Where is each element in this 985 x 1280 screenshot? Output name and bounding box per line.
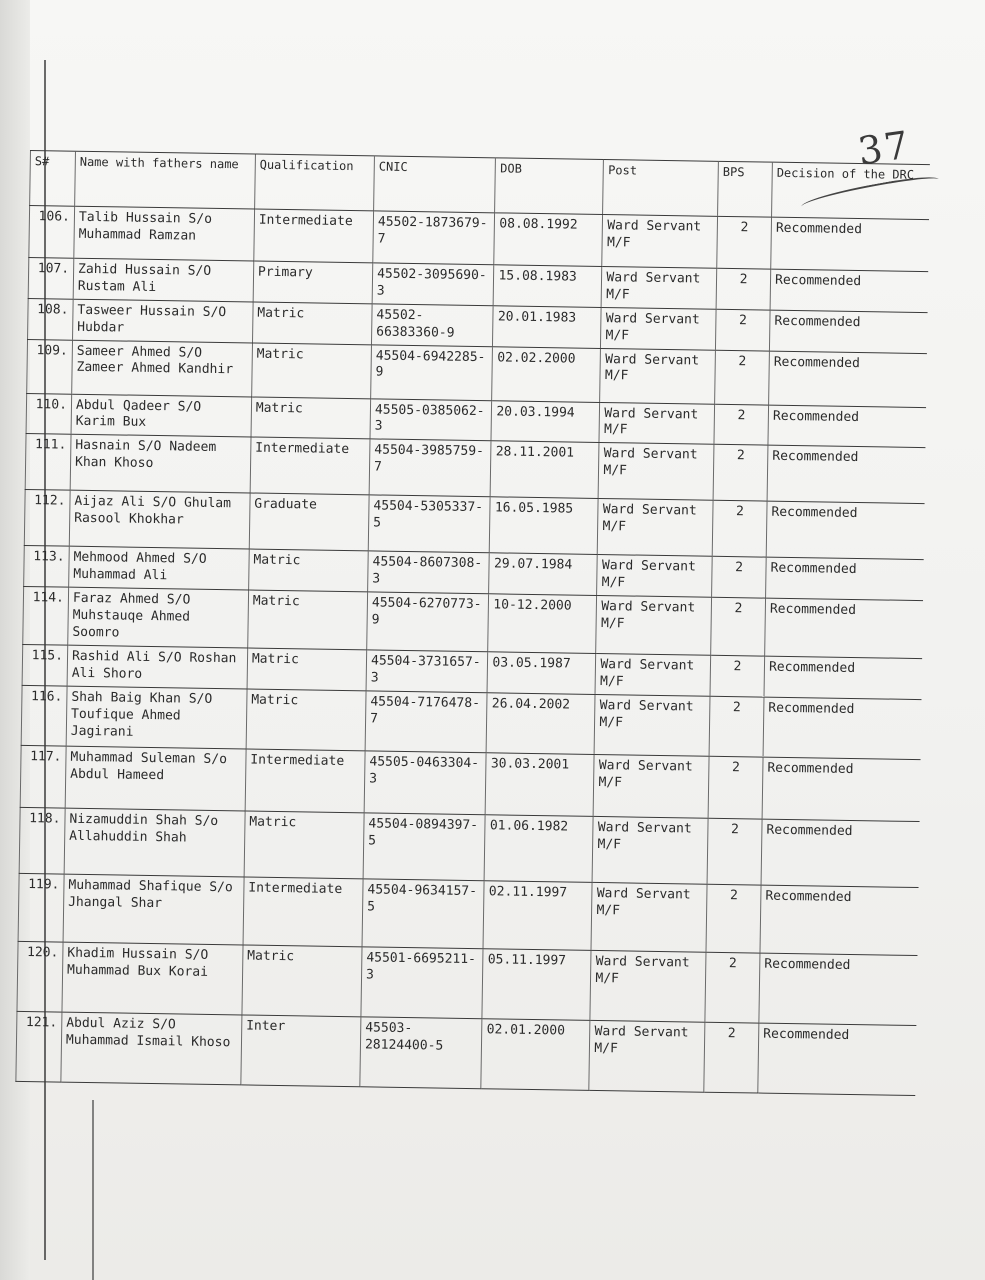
cell-serial-number: 111. bbox=[25, 434, 71, 491]
header-bps: BPS bbox=[718, 161, 773, 217]
cell-name: Aijaz Ali S/O Ghulam Rasool Khokhar bbox=[69, 491, 250, 550]
cell-cnic: 45505-0385062-3 bbox=[370, 398, 492, 441]
cell-serial-number: 113. bbox=[24, 546, 70, 587]
cell-serial-number: 112. bbox=[24, 490, 70, 547]
cell-dob: 30.03.2001 bbox=[486, 753, 595, 817]
cell-decision: Recommended bbox=[764, 656, 922, 699]
cell-bps: 2 bbox=[714, 404, 769, 446]
cell-bps: 2 bbox=[710, 655, 765, 697]
cell-serial-number: 109. bbox=[27, 339, 73, 394]
cell-bps: 2 bbox=[705, 952, 760, 1023]
cell-name: Faraz Ahmed S/O Muhstauqe Ahmed Soomro bbox=[68, 587, 249, 648]
header-name: Name with fathers name bbox=[75, 151, 256, 209]
cell-dob: 28.11.2001 bbox=[491, 441, 600, 499]
cell-dob: 26.04.2002 bbox=[487, 693, 596, 755]
cell-qualification: Matric bbox=[248, 590, 368, 650]
cell-cnic: 45503-28124400-5 bbox=[360, 1017, 483, 1089]
cell-serial-number: 114. bbox=[23, 587, 69, 646]
cell-dob: 29.07.1984 bbox=[489, 553, 598, 595]
cell-post: Ward Servant M/F bbox=[601, 267, 716, 310]
cell-serial-number: 115. bbox=[22, 645, 68, 686]
cell-bps: 2 bbox=[706, 884, 761, 953]
cell-decision: Recommended bbox=[769, 351, 927, 407]
cell-decision: Recommended bbox=[766, 501, 924, 559]
cell-cnic: 45504-8607308-3 bbox=[368, 551, 490, 594]
cell-cnic: 45504-7176478-7 bbox=[365, 691, 487, 753]
cell-decision: Recommended bbox=[771, 217, 929, 271]
cell-decision: Recommended bbox=[765, 598, 923, 658]
cell-serial-number: 120. bbox=[17, 941, 63, 1012]
cell-qualification: Matric bbox=[246, 689, 366, 751]
cell-serial-number: 108. bbox=[28, 298, 74, 339]
roster-sheet bbox=[14, 150, 929, 1154]
cell-decision: Recommended bbox=[758, 1023, 917, 1095]
cell-cnic: 45504-0894397-5 bbox=[363, 813, 485, 881]
cell-post: Ward Servant M/F bbox=[601, 307, 716, 350]
cell-qualification: Primary bbox=[253, 261, 373, 304]
cell-name: Abdul Aziz S/O Muhammad Ismail Khoso bbox=[61, 1012, 242, 1085]
cell-serial-number: 110. bbox=[26, 393, 72, 434]
cell-decision: Recommended bbox=[759, 953, 918, 1025]
cell-post: Ward Servant M/F bbox=[598, 499, 714, 557]
cell-decision: Recommended bbox=[763, 697, 921, 759]
cell-serial-number: 121. bbox=[16, 1011, 62, 1082]
cell-decision: Recommended bbox=[766, 557, 924, 600]
table-row bbox=[16, 1011, 916, 1095]
cell-name: Khadim Hussain S/O Muhammad Bux Korai bbox=[62, 942, 243, 1015]
cell-bps: 2 bbox=[716, 268, 771, 310]
cell-name: Muhammad Suleman S/o Abdul Hameed bbox=[65, 746, 246, 811]
cell-decision: Recommended bbox=[768, 405, 926, 448]
cell-serial-number: 119. bbox=[18, 873, 64, 942]
cell-serial-number: 118. bbox=[19, 807, 65, 874]
cell-bps: 2 bbox=[704, 1022, 759, 1093]
cell-qualification: Intermediate bbox=[245, 749, 365, 813]
cell-dob: 20.01.1983 bbox=[493, 306, 602, 348]
cell-bps: 2 bbox=[708, 756, 763, 819]
cell-name: Tasweer Hussain S/O Hubdar bbox=[72, 299, 253, 343]
cell-qualification: Intermediate bbox=[254, 209, 374, 263]
cell-dob: 15.08.1983 bbox=[494, 265, 603, 307]
cell-name: Shah Baig Khan S/O Toufique Ahmed Jagirani bbox=[66, 686, 247, 749]
cell-bps: 2 bbox=[707, 818, 762, 885]
cell-post: Ward Servant M/F bbox=[590, 950, 706, 1022]
header-cnic: CNIC bbox=[374, 156, 496, 213]
cell-post: Ward Servant M/F bbox=[589, 1020, 705, 1092]
cell-cnic: 45504-5305337-5 bbox=[368, 495, 490, 553]
cell-cnic: 45504-6270773-9 bbox=[367, 592, 489, 652]
cell-post: Ward Servant M/F bbox=[594, 694, 710, 756]
cell-qualification: Matric bbox=[242, 945, 362, 1017]
cell-post: Ward Servant M/F bbox=[591, 882, 707, 952]
cell-post: Ward Servant M/F bbox=[597, 555, 712, 598]
cell-post: Ward Servant M/F bbox=[598, 443, 714, 501]
cell-qualification: Matric bbox=[247, 648, 367, 691]
cell-cnic: 45504-9634157-5 bbox=[362, 879, 484, 949]
header-dob: DOB bbox=[495, 158, 604, 215]
cell-bps: 2 bbox=[711, 597, 766, 656]
cell-dob: 05.11.1997 bbox=[482, 949, 591, 1021]
cell-qualification: Matric bbox=[251, 397, 371, 440]
header-sno: S# bbox=[30, 151, 76, 207]
cell-dob: 01.06.1982 bbox=[485, 815, 594, 883]
cell-cnic: 45502-1873679-7 bbox=[373, 211, 495, 265]
cell-bps: 2 bbox=[712, 501, 767, 558]
cell-bps: 2 bbox=[715, 350, 770, 405]
cell-dob: 20.03.1994 bbox=[491, 400, 600, 442]
cell-post: Ward Servant M/F bbox=[592, 816, 708, 884]
cell-name: Talib Hussain S/o Muhammad Ramzan bbox=[74, 206, 255, 261]
cell-post: Ward Servant M/F bbox=[599, 402, 714, 445]
cell-cnic: 45501-6695211-3 bbox=[361, 947, 484, 1019]
candidate-roster-table bbox=[15, 150, 930, 1096]
table-body bbox=[16, 206, 929, 1096]
cell-post: Ward Servant M/F bbox=[596, 596, 712, 656]
cell-name: Abdul Qadeer S/O Karim Bux bbox=[71, 394, 252, 438]
cell-dob: 08.08.1992 bbox=[494, 213, 603, 267]
cell-name: Hasnain S/O Nadeem Khan Khoso bbox=[70, 435, 251, 494]
cell-cnic: 45504-3731657-3 bbox=[366, 650, 488, 693]
cell-bps: 2 bbox=[712, 557, 767, 599]
cell-cnic: 45504-3985759-7 bbox=[369, 439, 491, 497]
cell-cnic: 45504-6942285-9 bbox=[371, 344, 493, 400]
cell-qualification: Intermediate bbox=[243, 877, 363, 947]
cell-name: Zahid Hussain S/O Rustam Ali bbox=[73, 258, 254, 302]
cell-cnic: 45502-66383360-9 bbox=[372, 304, 494, 347]
cell-post: Ward Servant M/F bbox=[593, 754, 709, 818]
cell-serial-number: 116. bbox=[21, 685, 67, 746]
cell-qualification: Matric bbox=[252, 302, 372, 345]
cell-serial-number: 117. bbox=[20, 745, 66, 808]
cell-bps: 2 bbox=[716, 309, 771, 351]
handwritten-page-number: 37 bbox=[855, 122, 914, 174]
cell-qualification: Intermediate bbox=[250, 437, 370, 495]
cell-bps: 2 bbox=[717, 216, 772, 269]
cell-decision: Recommended bbox=[761, 819, 919, 887]
cell-decision: Recommended bbox=[769, 310, 927, 353]
cell-bps: 2 bbox=[709, 696, 764, 757]
cell-post: Ward Servant M/F bbox=[595, 654, 710, 697]
cell-decision: Recommended bbox=[762, 757, 920, 821]
cell-name: Mehmood Ahmed S/O Muhammad Ali bbox=[69, 547, 250, 591]
header-qualification: Qualification bbox=[254, 154, 374, 211]
cell-bps: 2 bbox=[713, 445, 768, 502]
cell-serial-number: 106. bbox=[29, 206, 75, 259]
cell-cnic: 45505-0463304-3 bbox=[364, 751, 486, 815]
cell-dob: 16.05.1985 bbox=[490, 497, 599, 555]
cell-decision: Recommended bbox=[760, 885, 919, 955]
cell-decision: Recommended bbox=[770, 269, 928, 312]
cell-dob: 02.11.1997 bbox=[483, 881, 592, 951]
cell-name: Nizamuddin Shah S/o Allahuddin Shah bbox=[64, 808, 245, 877]
cell-qualification: Inter bbox=[241, 1015, 361, 1087]
cell-qualification: Matric bbox=[244, 811, 364, 879]
cell-post: Ward Servant M/F bbox=[600, 348, 716, 404]
cell-dob: 02.02.2000 bbox=[492, 346, 601, 402]
cell-post: Ward Servant M/F bbox=[602, 215, 717, 269]
header-decision: Decision of the DRC bbox=[772, 162, 930, 219]
cell-name: Muhammad Shafique S/o Jhangal Shar bbox=[63, 874, 244, 945]
cell-decision: Recommended bbox=[767, 445, 925, 503]
cell-dob: 10-12.2000 bbox=[488, 594, 597, 654]
cell-serial-number: 107. bbox=[28, 257, 74, 298]
cell-qualification: Matric bbox=[248, 549, 368, 592]
header-post: Post bbox=[603, 160, 719, 217]
cell-qualification: Graduate bbox=[249, 493, 369, 551]
cell-name: Rashid Ali S/O Roshan Ali Shoro bbox=[67, 645, 248, 689]
cell-cnic: 45502-3095690-3 bbox=[372, 263, 494, 306]
cell-dob: 03.05.1987 bbox=[487, 652, 596, 694]
cell-qualification: Matric bbox=[252, 343, 372, 399]
cell-dob: 02.01.2000 bbox=[481, 1019, 590, 1091]
cell-name: Sameer Ahmed S/O Zameer Ahmed Kandhir bbox=[72, 340, 253, 397]
